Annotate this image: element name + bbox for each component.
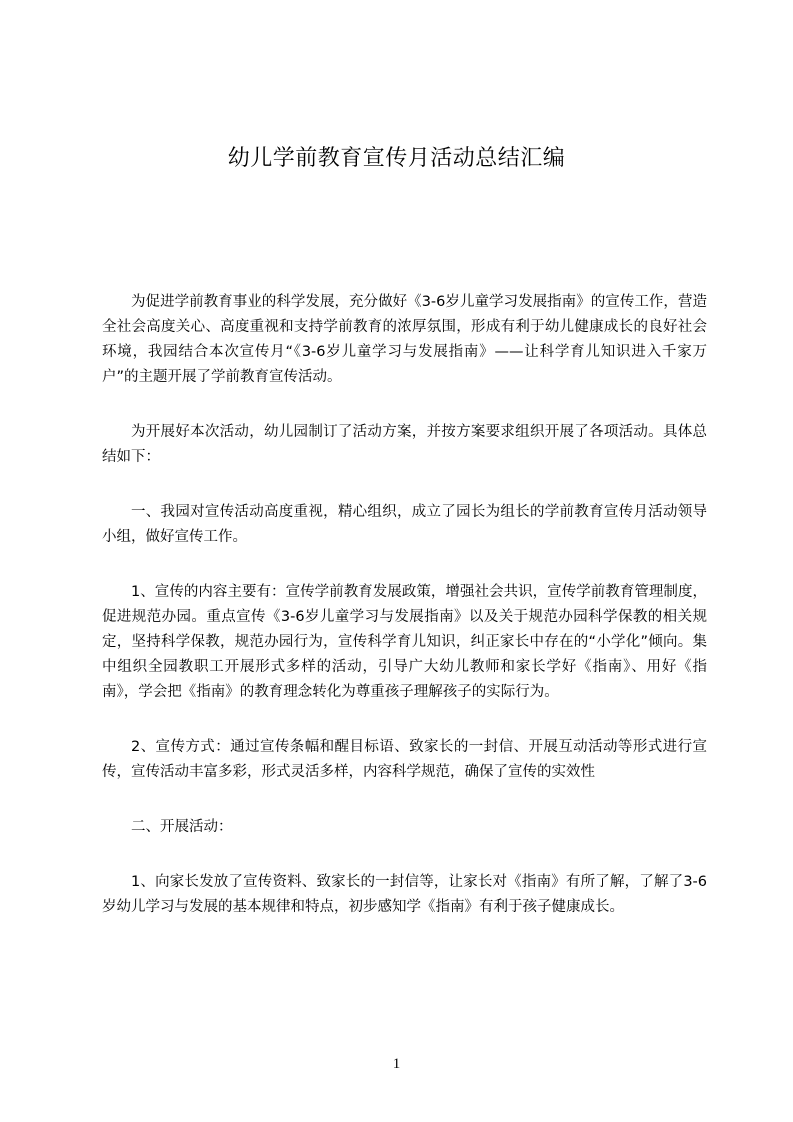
paragraph-publicity-content: 1、宣传的内容主要有：宣传学前教育发展政策，增强社会共识，宣传学前教育管理制度，促进规范办园。重点宣传《3-6岁儿童学习与发展指南》以及关于规范办园科学保教的相关规定，坚持科学保教，规范办园行为，宣传科学育儿知识，纠正家长中存在的“小学化”倾向。集中组织全园教职工开展形式多样的活动，引导广大幼儿教师和家长学好《指南》、用好《指南》，学会把《指南》的教育理念转化为尊重孩子理解孩子的实际行为。 <box>102 584 707 700</box>
paragraph-intro: 为促进学前教育事业的科学发展，充分做好《3-6岁儿童学习发展指南》的宣传工作，营造全社会高度关心、高度重视和支持学前教育的浓厚氛围，形成有利于幼儿健康成长的良好社会环境，我园结合本次宣传月“《3-6岁儿童学习与发展指南》——让科学育儿知识进入千家万户”的主题开展了学前教育宣传活动。 <box>102 294 707 385</box>
page-number: 1 <box>392 1056 401 1072</box>
paragraph-publicity-method: 2、宣传方式：通过宣传条幅和醒目标语、致家长的一封信、开展互动活动等形式进行宣传，宣传活动丰富多彩，形式灵活多样，内容科学规范，确保了宣传的实效性 <box>102 739 707 780</box>
paragraph-summary-lead: 为开展好本次活动，幼儿园制订了活动方案，并按方案要求组织开展了各项活动。具体总结如下： <box>102 424 707 465</box>
paragraph-section-one: 一、我园对宣传活动高度重视，精心组织，成立了园长为组长的学前教育宣传月活动领导小组，做好宣传工作。 <box>102 504 707 545</box>
paragraph-activity-one: 1、向家长发放了宣传资料、致家长的一封信等，让家长对《指南》有所了解，了解了3-6岁幼儿学习与发展的基本规律和特点，初步感知学《指南》有利于孩子健康成长。 <box>102 874 707 915</box>
document-body <box>102 290 707 950</box>
section-heading-activities: 二、开展活动： <box>131 819 233 835</box>
document-title: 幼儿学前教育宣传月活动总结汇编 <box>227 146 566 171</box>
